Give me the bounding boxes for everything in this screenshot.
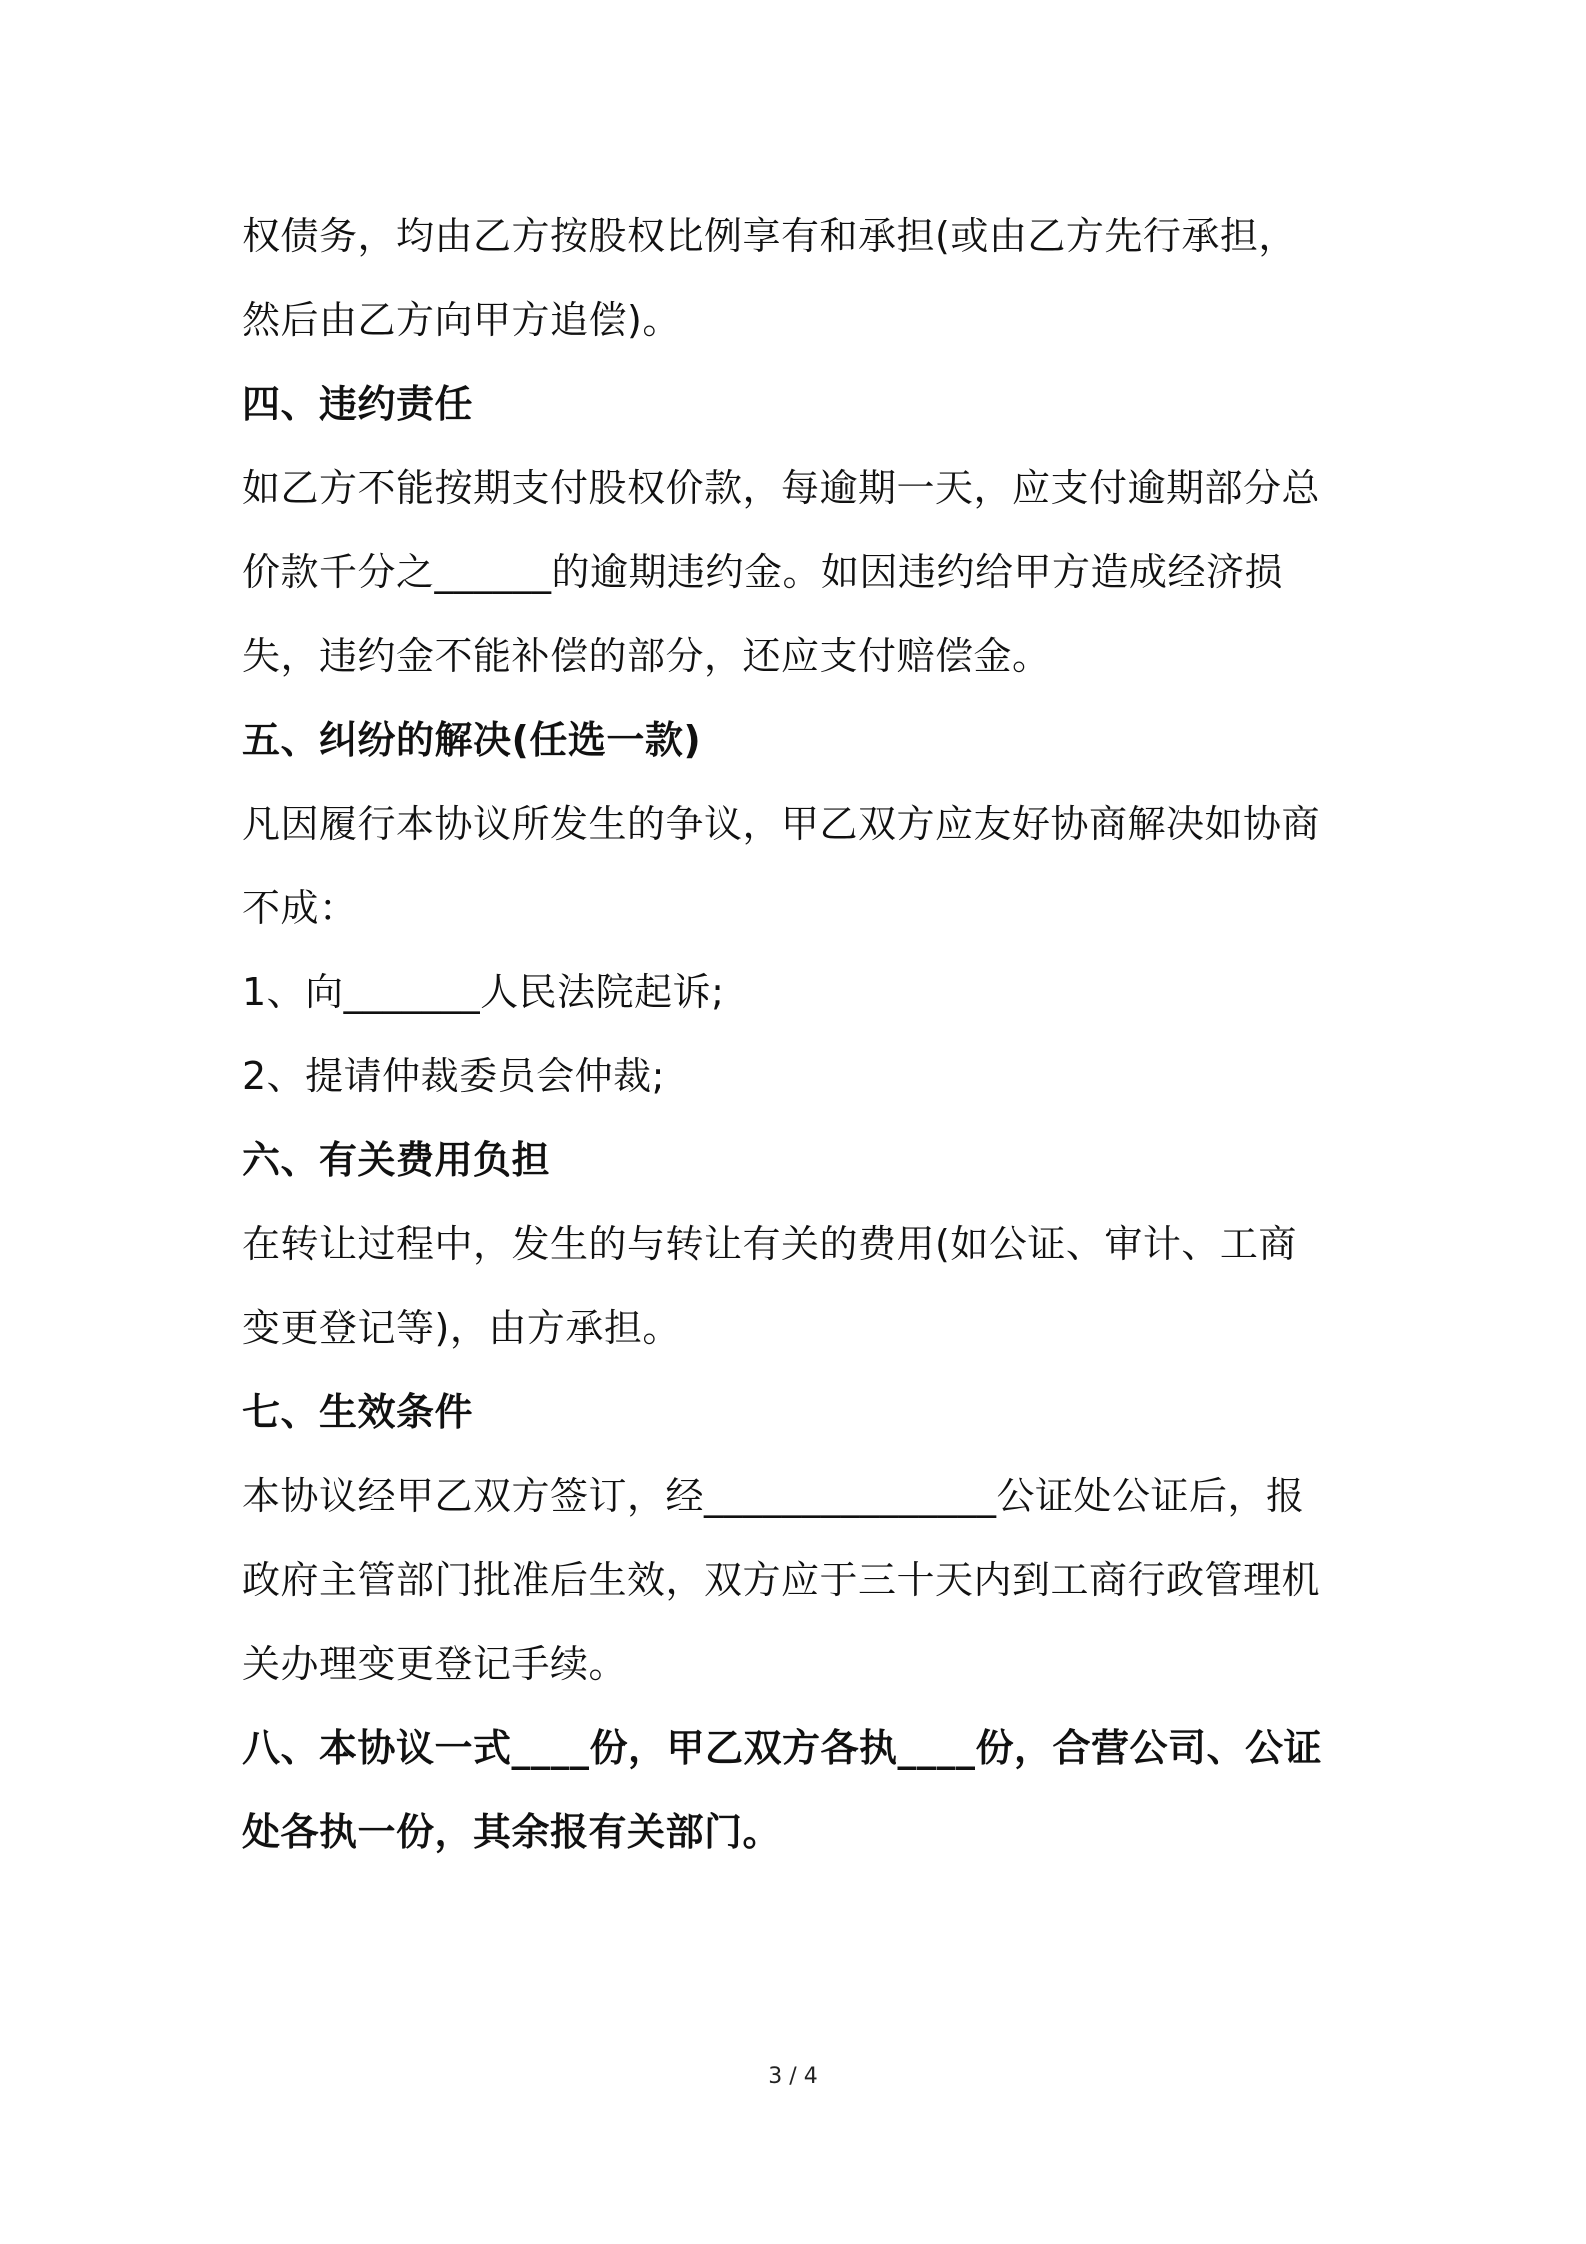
- section-heading-fee-burden: 六、有关费用负担: [242, 1138, 551, 1182]
- section-heading-dispute-resolution: 五、纠纷的解决(任选一款): [242, 718, 702, 762]
- list-item: 1、向_______人民法院起诉;: [242, 970, 725, 1014]
- page-number: 3 / 4: [768, 2064, 818, 2089]
- section-heading-copies-continued: 处各执一份，其余报有关部门。: [242, 1810, 782, 1854]
- paragraph-line: 如乙方不能按期支付股权价款，每逾期一天，应支付逾期部分总: [242, 466, 1321, 510]
- section-heading-copies: 八、本协议一式____份，甲乙双方各执____份，合营公司、公证: [242, 1726, 1323, 1770]
- section-heading-effective-conditions: 七、生效条件: [242, 1390, 474, 1434]
- section-heading-breach-liability: 四、违约责任: [242, 382, 474, 426]
- paragraph-line: 不成：: [242, 886, 358, 930]
- paragraph-line: 关办理变更登记手续。: [242, 1642, 628, 1686]
- list-item: 2、提请仲裁委员会仲裁;: [242, 1054, 665, 1098]
- paragraph-line: 变更登记等)，由方承担。: [242, 1306, 681, 1350]
- paragraph-line: 本协议经甲乙双方签订，经_______________公证处公证后，报: [242, 1474, 1305, 1518]
- paragraph-line: 然后由乙方向甲方追偿)。: [242, 298, 681, 342]
- paragraph-line: 政府主管部门批准后生效，双方应于三十天内到工商行政管理机: [242, 1558, 1321, 1602]
- paragraph-line: 价款千分之______的逾期违约金。如因违约给甲方造成经济损: [242, 550, 1284, 594]
- paragraph-line: 权债务，均由乙方按股权比例享有和承担(或由乙方先行承担，: [242, 214, 1297, 258]
- paragraph-line: 凡因履行本协议所发生的争议，甲乙双方应友好协商解决如协商: [242, 802, 1321, 846]
- paragraph-line: 在转让过程中，发生的与转让有关的费用(如公证、审计、工商: [242, 1222, 1297, 1266]
- paragraph-line: 失，违约金不能补偿的部分，还应支付赔偿金。: [242, 634, 1051, 678]
